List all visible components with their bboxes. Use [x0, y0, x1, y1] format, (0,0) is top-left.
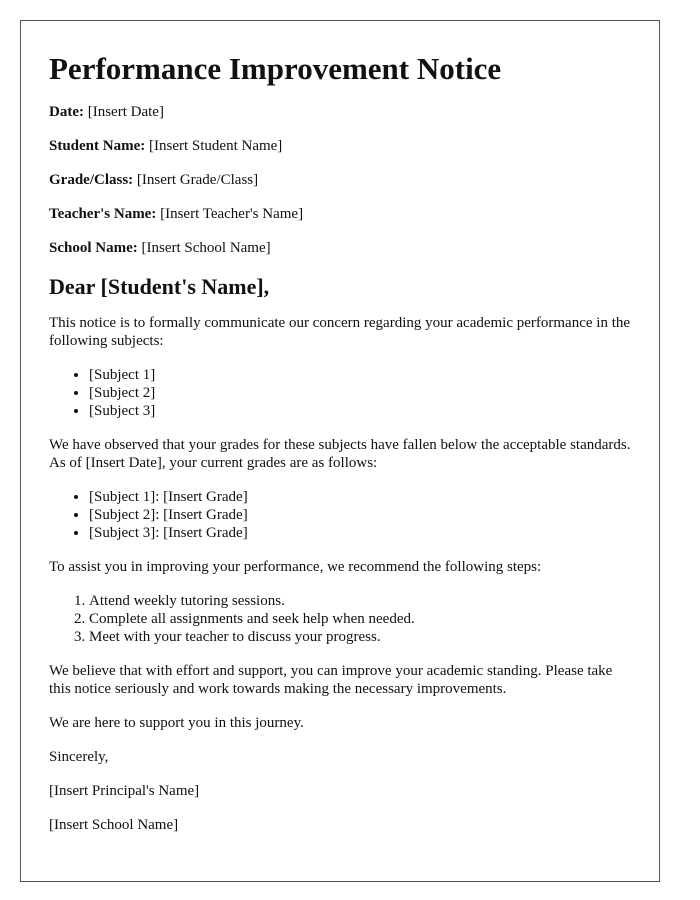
notice-title: Performance Improvement Notice: [49, 51, 502, 86]
date-value: [Insert Date]: [87, 104, 164, 120]
grade-class-value: [Insert Grade/Class]: [136, 172, 259, 188]
grade-item: • [Subject 3]: [Insert Grade]: [89, 524, 631, 542]
teacher-name-label: Teacher's Name:: [49, 206, 157, 222]
subject-item: • [Subject 2]: [89, 384, 631, 402]
step-item: 1. Attend weekly tutoring sessions.: [89, 592, 631, 610]
school-name-label: School Name:: [49, 240, 138, 256]
date-label: Date:: [49, 104, 84, 120]
support-paragraph: We are here to support you in this journey.: [49, 715, 304, 731]
grades-list: [49, 488, 631, 542]
teacher-name-field: [49, 205, 631, 223]
grade-class-field: [49, 171, 631, 189]
principal-name: [Insert Principal's Name]: [49, 783, 200, 799]
intro-paragraph: This notice is to formally communicate our concern regarding your academic performance in the following subjects:: [49, 315, 631, 349]
step-item: 2. Complete all assignments and seek help when needed.: [89, 610, 631, 628]
grade-class-label: Grade/Class:: [49, 172, 134, 188]
greeting: Dear [Student's Name],: [49, 274, 270, 299]
notice-document: [20, 20, 660, 882]
grade-item: • [Subject 2]: [Insert Grade]: [89, 506, 631, 524]
student-name-field: [49, 137, 631, 155]
belief-paragraph: We believe that with effort and support, you can improve your academic standing. Please take this notice seriously and work towards making the necessary improvements.: [49, 663, 613, 697]
step-item: 3. Meet with your teacher to discuss your progress.: [89, 628, 631, 646]
subject-item: • [Subject 3]: [89, 402, 631, 420]
signature-school-name: [Insert School Name]: [49, 817, 179, 833]
subject-item: • [Subject 1]: [89, 366, 631, 384]
steps-intro-paragraph: To assist you in improving your performance, we recommend the following steps:: [49, 559, 542, 575]
grade-item: • [Subject 1]: [Insert Grade]: [89, 488, 631, 506]
school-name-field: [49, 239, 631, 257]
student-name-value: [Insert Student Name]: [149, 138, 283, 154]
steps-list: [49, 592, 631, 646]
teacher-name-value: [Insert Teacher's Name]: [160, 206, 304, 222]
closing-line: Sincerely,: [49, 749, 109, 765]
school-name-value: [Insert School Name]: [141, 240, 271, 256]
subjects-list: [49, 366, 631, 420]
student-name-label: Student Name:: [49, 138, 146, 154]
observation-paragraph: We have observed that your grades for these subjects have fallen below the acceptable standards. As of [Insert Date], your current grades are as follows:: [49, 437, 631, 471]
date-field: [49, 103, 631, 121]
